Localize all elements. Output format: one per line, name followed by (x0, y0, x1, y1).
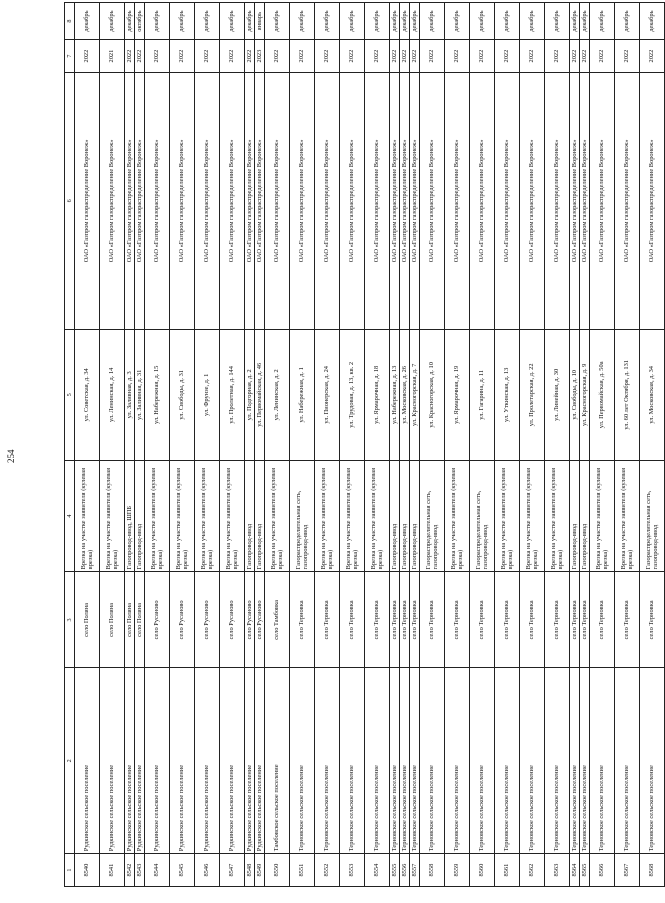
address-cell: ул. Уткинская, д. 13 (495, 329, 520, 460)
table-row (245, 3, 255, 887)
locality-cell: село Тамбовка (265, 572, 290, 668)
locality-cell: село Поляна (75, 572, 100, 668)
object-cell: Врезка на участке заявителя (кулевая врезка) (100, 460, 125, 571)
locality-cell: село Русаново (245, 572, 255, 668)
row-number: 8546 (195, 854, 220, 887)
month-cell: декабрь (365, 3, 390, 40)
organization-cell: ОАО «Газпром газораспределение Воронеж» (290, 72, 315, 329)
object-cell: Газопровод-ввод (255, 460, 265, 571)
settlement-cell: Рудкинское сельское поселение (195, 668, 220, 854)
table-row (410, 3, 420, 887)
organization-cell: ОАО «Газпром газораспределение Воронеж» (400, 72, 410, 329)
address-cell: ул. Пролетарская, д. 22 (520, 329, 545, 460)
address-cell: ул. Первомайская, д. 46 (255, 329, 265, 460)
organization-cell: ОАО «Газпром газораспределение Воронеж» (570, 72, 580, 329)
locality-cell: село Терновка (315, 572, 340, 668)
settlement-cell: Рудкинское сельское поселение (125, 668, 135, 854)
year-cell: 2022 (135, 40, 145, 73)
year-cell: 2021 (100, 40, 125, 73)
object-cell: Газопровод-ввод (580, 460, 590, 571)
settlement-cell: Рудкинское сельское поселение (145, 668, 170, 854)
header-cell: 3 (65, 572, 75, 668)
organization-cell: ОАО «Газпром газораспределение Воронеж» (195, 72, 220, 329)
settlement-cell: Терновское сельское поселение (615, 668, 640, 854)
organization-cell: ОАО «Газпром газораспределение Воронеж» (580, 72, 590, 329)
organization-cell: ОАО «Газпром газораспределение Воронеж» (390, 72, 400, 329)
settlement-cell: Рудкинское сельское поселение (170, 668, 195, 854)
month-cell: декабрь (570, 3, 580, 40)
table-row (470, 3, 495, 887)
row-number: 8547 (220, 854, 245, 887)
month-cell: декабрь (125, 3, 135, 40)
locality-cell: село Поляна (125, 572, 135, 668)
year-cell: 2022 (445, 40, 470, 73)
address-cell: ул. Московская, д. 34 (640, 329, 665, 460)
table-row (545, 3, 570, 887)
organization-cell: ОАО «Газпром газораспределение Воронеж» (315, 72, 340, 329)
row-number: 8554 (365, 854, 390, 887)
address-cell: ул. Ярмарочная, д. 19 (445, 329, 470, 460)
locality-cell: село Поляна (100, 572, 125, 668)
object-cell: Газораспределительная сеть, газопровод-ввод (640, 460, 665, 571)
locality-cell: село Терновка (615, 572, 640, 668)
object-cell: Врезка на участке заявителя (кулевая врезка) (195, 460, 220, 571)
locality-cell: село Русаново (145, 572, 170, 668)
object-cell: Врезка на участке заявителя (кулевая врезка) (315, 460, 340, 571)
year-cell: 2022 (290, 40, 315, 73)
month-cell: январь (255, 3, 265, 40)
page-number: 254 (6, 449, 16, 463)
object-cell: Врезка на участке заявителя (кулевая врезка) (495, 460, 520, 571)
table-row (580, 3, 590, 887)
header-cell: 4 (65, 460, 75, 571)
year-cell: 2022 (420, 40, 445, 73)
month-cell: декабрь (640, 3, 665, 40)
address-cell: ул. Набережная, д. 1 (290, 329, 315, 460)
row-number: 8561 (495, 854, 520, 887)
month-cell: декабрь (400, 3, 410, 40)
settlement-cell: Терновское сельское поселение (590, 668, 615, 854)
organization-cell: ОАО «Газпром газораспределение Воронеж» (125, 72, 135, 329)
locality-cell: село Терновка (400, 572, 410, 668)
organization-cell: ОАО «Газпром газораспределение Воронеж» (420, 72, 445, 329)
row-number: 8543 (135, 854, 145, 887)
year-cell: 2022 (220, 40, 245, 73)
month-cell: декабрь (545, 3, 570, 40)
year-cell: 2022 (580, 40, 590, 73)
year-cell: 2022 (640, 40, 665, 73)
row-number: 8559 (445, 854, 470, 887)
table-row (75, 3, 100, 887)
table-row (220, 3, 245, 887)
settlement-cell: Терновское сельское поселение (390, 668, 400, 854)
organization-cell: ОАО «Газпром газораспределение Воронеж» (135, 72, 145, 329)
organization-cell: ОАО «Газпром газораспределение Воронеж» (445, 72, 470, 329)
organization-cell: ОАО «Газпром газораспределение Воронеж» (495, 72, 520, 329)
year-cell: 2022 (75, 40, 100, 73)
organization-cell: ОАО «Газпром газораспределение Воронеж» (520, 72, 545, 329)
year-cell: 2022 (195, 40, 220, 73)
row-number: 8545 (170, 854, 195, 887)
table-row (265, 3, 290, 887)
row-number: 8544 (145, 854, 170, 887)
table-row (420, 3, 445, 887)
settlement-cell: Терновское сельское поселение (365, 668, 390, 854)
address-cell: ул. Свободы, д. 31 (170, 329, 195, 460)
table-row (145, 3, 170, 887)
address-cell: ул. Красногорская, д. 9 (580, 329, 590, 460)
year-cell: 2022 (170, 40, 195, 73)
object-cell: Газопровод-ввод (135, 460, 145, 571)
row-number: 8565 (580, 854, 590, 887)
month-cell: декабрь (615, 3, 640, 40)
locality-cell: село Терновка (520, 572, 545, 668)
settlement-cell: Рудкинское сельское поселение (75, 668, 100, 854)
locality-cell: село Терновка (390, 572, 400, 668)
row-number: 8549 (255, 854, 265, 887)
header-cell: 1 (65, 854, 75, 887)
month-cell: декабрь (390, 3, 400, 40)
address-cell: ул. Пролетная, д. 144 (220, 329, 245, 460)
row-number: 8556 (400, 854, 410, 887)
row-number: 8540 (75, 854, 100, 887)
organization-cell: ОАО «Газпром газораспределение Воронеж» (245, 72, 255, 329)
table-row (590, 3, 615, 887)
organization-cell: ОАО «Газпром газораспределение Воронеж» (615, 72, 640, 329)
year-cell: 2022 (125, 40, 135, 73)
settlement-cell: Терновское сельское поселение (315, 668, 340, 854)
object-cell: Врезка на участке заявителя (кулевая врезка) (615, 460, 640, 571)
object-cell: Врезка на участке заявителя (кулевая врезка) (220, 460, 245, 571)
year-cell: 2022 (365, 40, 390, 73)
month-cell: октябрь (135, 3, 145, 40)
object-cell: Врезка на участке заявителя (кулевая врезка) (520, 460, 545, 571)
settlement-cell: Терновское сельское поселение (445, 668, 470, 854)
row-number: 8553 (340, 854, 365, 887)
row-number: 8564 (570, 854, 580, 887)
month-cell: декабрь (410, 3, 420, 40)
year-cell: 2022 (145, 40, 170, 73)
address-cell: ул. Ярмарочная, д. 18 (365, 329, 390, 460)
address-cell: ул. Трудовая, д. 13, кв. 2 (340, 329, 365, 460)
row-number: 8563 (545, 854, 570, 887)
address-cell: ул. Фрунзе, д. 1 (195, 329, 220, 460)
table-row (125, 3, 135, 887)
organization-cell: ОАО «Газпром газораспределение Воронеж» (75, 72, 100, 329)
organization-cell: ОАО «Газпром газораспределение Воронеж» (265, 72, 290, 329)
address-cell: ул. Московская, д. 26 (400, 329, 410, 460)
year-cell: 2022 (570, 40, 580, 73)
year-cell: 2022 (400, 40, 410, 73)
locality-cell: село Поляна (135, 572, 145, 668)
table-row (640, 3, 665, 887)
row-number: 8567 (615, 854, 640, 887)
address-cell: ул. Советская, д. 34 (75, 329, 100, 460)
month-cell: декабрь (445, 3, 470, 40)
organization-cell: ОАО «Газпром газораспределение Воронеж» (365, 72, 390, 329)
address-cell: ул. Красногорская, д. 10 (420, 329, 445, 460)
locality-cell: село Терновка (545, 572, 570, 668)
object-cell: Газопровод-ввод (245, 460, 255, 571)
locality-cell: село Русаново (220, 572, 245, 668)
month-cell: декабрь (220, 3, 245, 40)
year-cell: 2022 (410, 40, 420, 73)
gasification-table (64, 2, 665, 887)
row-number: 8552 (315, 854, 340, 887)
settlement-cell: Рудкинское сельское поселение (135, 668, 145, 854)
address-cell: ул. Подгорная, д. 2 (245, 329, 255, 460)
header-row (65, 3, 75, 887)
table-row (290, 3, 315, 887)
object-cell: Газораспределительная сеть, газопровод-ввод (420, 460, 445, 571)
address-cell: ул. Свободы, д. 10 (570, 329, 580, 460)
month-cell: декабрь (290, 3, 315, 40)
settlement-cell: Терновское сельское поселение (545, 668, 570, 854)
year-cell: 2022 (390, 40, 400, 73)
object-cell: Газопровод-ввод (400, 460, 410, 571)
locality-cell: село Терновка (445, 572, 470, 668)
organization-cell: ОАО «Газпром газораспределение Воронеж» (410, 72, 420, 329)
year-cell: 2022 (545, 40, 570, 73)
object-cell: Врезка на участке заявителя (кулевая врезка) (545, 460, 570, 571)
object-cell: Газопровод-ввод (570, 460, 580, 571)
month-cell: декабрь (590, 3, 615, 40)
settlement-cell: Тамбовское сельское поселение (265, 668, 290, 854)
locality-cell: село Терновка (410, 572, 420, 668)
month-cell: декабрь (520, 3, 545, 40)
organization-cell: ОАО «Газпром газораспределение Воронеж» (220, 72, 245, 329)
organization-cell: ОАО «Газпром газораспределение Воронеж» (590, 72, 615, 329)
settlement-cell: Терновское сельское поселение (340, 668, 365, 854)
row-number: 8568 (640, 854, 665, 887)
row-number: 8557 (410, 854, 420, 887)
table-row (615, 3, 640, 887)
row-number: 8562 (520, 854, 545, 887)
object-cell: Газопровод-ввод (390, 460, 400, 571)
address-cell: ул. Линейная, д. 30 (545, 329, 570, 460)
month-cell: декабрь (580, 3, 590, 40)
address-cell: ул. Заливная, д. 3 (125, 329, 135, 460)
year-cell: 2022 (615, 40, 640, 73)
address-cell: ул. Ленинская, д. 2 (265, 329, 290, 460)
organization-cell: ОАО «Газпром газораспределение Воронеж» (545, 72, 570, 329)
address-cell: ул. Первомайская, д. 50а (590, 329, 615, 460)
object-cell: Газопровод-ввод, ШПБ (125, 460, 135, 571)
table-row (390, 3, 400, 887)
table-row (135, 3, 145, 887)
row-number: 8558 (420, 854, 445, 887)
month-cell: декабрь (265, 3, 290, 40)
month-cell: декабрь (170, 3, 195, 40)
object-cell: Врезка на участке заявителя (кулевая врезка) (170, 460, 195, 571)
settlement-cell: Терновское сельское поселение (520, 668, 545, 854)
organization-cell: ОАО «Газпром газораспределение Воронеж» (340, 72, 365, 329)
settlement-cell: Терновское сельское поселение (580, 668, 590, 854)
organization-cell: ОАО «Газпром газораспределение Воронеж» (640, 72, 665, 329)
settlement-cell: Терновское сельское поселение (290, 668, 315, 854)
address-cell: ул. Гагарина, д. 11 (470, 329, 495, 460)
table-row (495, 3, 520, 887)
table-row (570, 3, 580, 887)
organization-cell: ОАО «Газпром газораспределение Воронеж» (100, 72, 125, 329)
object-cell: Врезка на участке заявителя (кулевая врезка) (145, 460, 170, 571)
year-cell: 2022 (315, 40, 340, 73)
locality-cell: село Терновка (495, 572, 520, 668)
table-row (255, 3, 265, 887)
locality-cell: село Русаново (170, 572, 195, 668)
header-cell: 6 (65, 72, 75, 329)
year-cell: 2022 (520, 40, 545, 73)
address-cell: ул. Заливная, д. 31 (135, 329, 145, 460)
table-row (340, 3, 365, 887)
object-cell: Врезка на участке заявителя (кулевая врезка) (445, 460, 470, 571)
year-cell: 2022 (495, 40, 520, 73)
table-row (195, 3, 220, 887)
row-number: 8548 (245, 854, 255, 887)
row-number: 8550 (265, 854, 290, 887)
address-cell: ул. Набережная, д. 13 (390, 329, 400, 460)
organization-cell: ОАО «Газпром газораспределение Воронеж» (145, 72, 170, 329)
month-cell: декабрь (245, 3, 255, 40)
locality-cell: село Терновка (340, 572, 365, 668)
object-cell: Врезка на участке заявителя (кулевая врезка) (265, 460, 290, 571)
month-cell: декабрь (195, 3, 220, 40)
header-cell: 5 (65, 329, 75, 460)
locality-cell: село Терновка (470, 572, 495, 668)
locality-cell: село Русаново (195, 572, 220, 668)
row-number: 8542 (125, 854, 135, 887)
object-cell: Газопровод-ввод (410, 460, 420, 571)
settlement-cell: Терновское сельское поселение (570, 668, 580, 854)
table-row (365, 3, 390, 887)
header-cell: 8 (65, 3, 75, 40)
header-cell: 7 (65, 40, 75, 73)
header-cell: 2 (65, 668, 75, 854)
settlement-cell: Рудкинское сельское поселение (100, 668, 125, 854)
year-cell: 2023 (255, 40, 265, 73)
row-number: 8551 (290, 854, 315, 887)
settlement-cell: Рудкинское сельское поселение (220, 668, 245, 854)
object-cell: Газораспределительная сеть, газопровод-ввод (290, 460, 315, 571)
month-cell: декабрь (340, 3, 365, 40)
object-cell: Врезка на участке заявителя (кулевая врезка) (75, 460, 100, 571)
address-cell: ул. Ленинская, д. 14 (100, 329, 125, 460)
month-cell: декабрь (420, 3, 445, 40)
settlement-cell: Рудкинское сельское поселение (245, 668, 255, 854)
settlement-cell: Терновское сельское поселение (495, 668, 520, 854)
locality-cell: село Терновка (580, 572, 590, 668)
month-cell: декабрь (75, 3, 100, 40)
month-cell: декабрь (470, 3, 495, 40)
locality-cell: село Терновка (570, 572, 580, 668)
table-row (520, 3, 545, 887)
organization-cell: ОАО «Газпром газораспределение Воронеж» (255, 72, 265, 329)
year-cell: 2022 (265, 40, 290, 73)
settlement-cell: Терновское сельское поселение (400, 668, 410, 854)
month-cell: декабрь (145, 3, 170, 40)
organization-cell: ОАО «Газпром газораспределение Воронеж» (170, 72, 195, 329)
settlement-cell: Терновское сельское поселение (470, 668, 495, 854)
row-number: 8566 (590, 854, 615, 887)
table-row (315, 3, 340, 887)
settlement-cell: Рудкинское сельское поселение (255, 668, 265, 854)
settlement-cell: Терновское сельское поселение (640, 668, 665, 854)
locality-cell: село Терновка (365, 572, 390, 668)
table-row (445, 3, 470, 887)
row-number: 8560 (470, 854, 495, 887)
table-row (400, 3, 410, 887)
settlement-cell: Терновское сельское поселение (410, 668, 420, 854)
year-cell: 2022 (470, 40, 495, 73)
row-number: 8555 (390, 854, 400, 887)
address-cell: ул. Набережная, д. 15 (145, 329, 170, 460)
row-number: 8541 (100, 854, 125, 887)
year-cell: 2022 (340, 40, 365, 73)
year-cell: 2022 (245, 40, 255, 73)
locality-cell: село Терновка (290, 572, 315, 668)
object-cell: Газораспределительная сеть, газопровод-ввод (470, 460, 495, 571)
organization-cell: ОАО «Газпром газораспределение Воронеж» (470, 72, 495, 329)
month-cell: декабрь (315, 3, 340, 40)
object-cell: Врезка на участке заявителя (кулевая врезка) (340, 460, 365, 571)
locality-cell: село Терновка (420, 572, 445, 668)
table-row (170, 3, 195, 887)
year-cell: 2022 (590, 40, 615, 73)
address-cell: ул. Красногорская, д. 7 (410, 329, 420, 460)
object-cell: Врезка на участке заявителя (кулевая врезка) (365, 460, 390, 571)
month-cell: декабрь (495, 3, 520, 40)
address-cell: ул. 60 лет Октября, д. 131 (615, 329, 640, 460)
address-cell: ул. Пионерская, д. 24 (315, 329, 340, 460)
table-row (100, 3, 125, 887)
month-cell: декабрь (100, 3, 125, 40)
settlement-cell: Терновское сельское поселение (420, 668, 445, 854)
object-cell: Врезка на участке заявителя (кулевая врезка) (590, 460, 615, 571)
locality-cell: село Терновка (590, 572, 615, 668)
locality-cell: село Терновка (640, 572, 665, 668)
locality-cell: село Русаново (255, 572, 265, 668)
